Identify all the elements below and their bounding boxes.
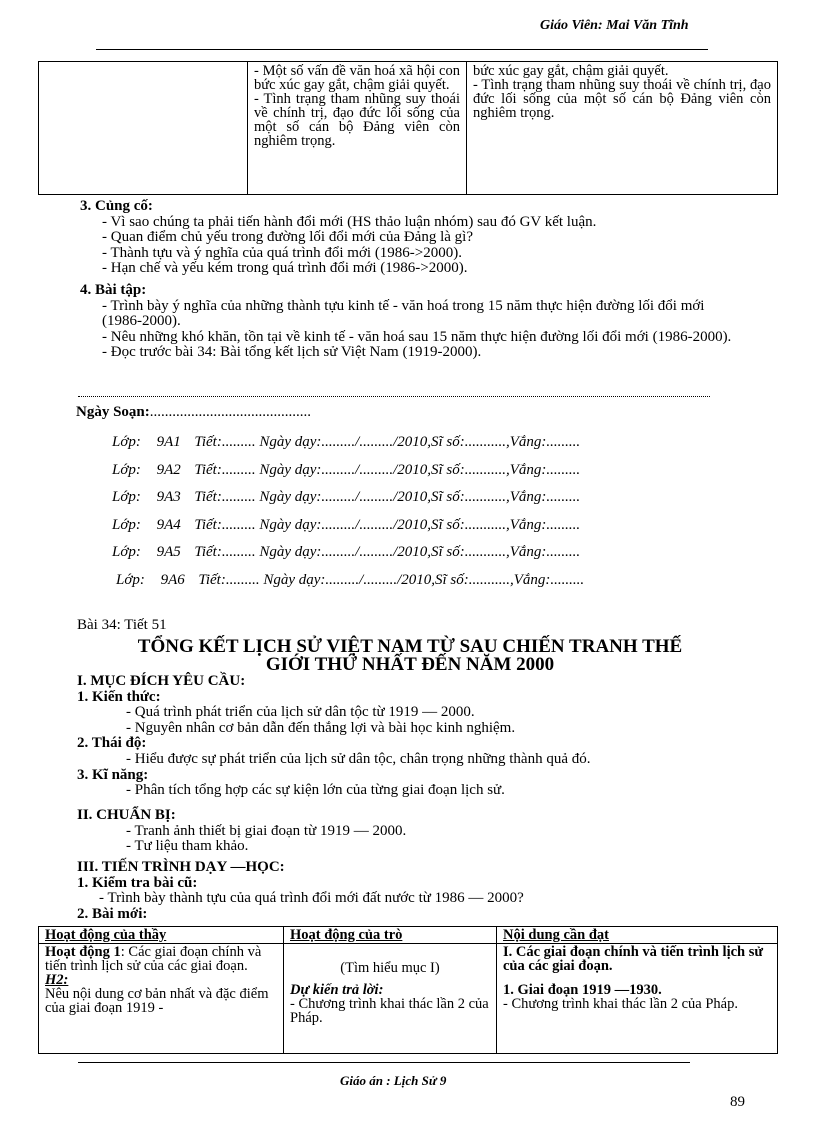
list-item: - Tranh ảnh thiết bị giai đoạn từ 1919 — 2000.: [126, 822, 407, 839]
tien-trinh-section: [77, 860, 757, 922]
column-header: Hoạt động của trò: [284, 927, 497, 944]
section-heading: III. TIẾN TRÌNH DẠY —HỌC:: [77, 859, 285, 875]
teacher-activity: Hoạt động 1: Các giai đoạn chính và tiến trình lịch sử của các giai đoạn.: [45, 944, 262, 974]
list-item: - Quá trình phát triển của lịch sử dân tộc từ 1919 — 2000.: [126, 704, 475, 721]
table-row: [39, 944, 778, 1054]
top-table-cell-empty: [39, 62, 248, 195]
class-row: Lớp: 9A1 Tiết:......... Ngày dạy:........./........./2010,Sĩ số:...........,Vắng:.........: [112, 434, 581, 450]
page-title-line2: GIỚI THỨ NHẤT ĐẾN NĂM 2000: [265, 654, 555, 675]
page-number: 89: [730, 1094, 745, 1110]
page-title: TỔNG KẾT LỊCH SỬ VIỆT NAM TỪ SAU CHIẾN TRANH THẾ: [137, 636, 683, 657]
header-rule: [96, 49, 708, 50]
subsection-heading: 2. Bài mới:: [77, 905, 148, 922]
list-item: - Hiểu được sự phát triển của lịch sử dân tộc, chân trọng những thành quả đó.: [126, 750, 591, 767]
list-item: - Tình trạng tham nhũng suy thoái về chính trị, đạo đức lối sống của một số cán bộ Đảng viên còn nghiêm trọng.: [254, 91, 460, 149]
class-row: Lớp: 9A3 Tiết:......... Ngày dạy:........./........./2010,Sĩ số:...........,Vắng:.........: [112, 489, 581, 505]
student-task: (Tìm hiểu mục I): [340, 960, 440, 976]
top-table-cell-3: [467, 62, 778, 195]
content-heading: I. Các giai đoạn chính và tiến trình lịch sử của các giai đoạn.: [503, 944, 764, 974]
content-text: - Chương trình khai thác lần 2 của Pháp.: [503, 996, 738, 1012]
lesson-table: [38, 926, 778, 1054]
list-item: - Nêu những khó khăn, tồn tại về kinh tế - văn hoá sau 15 năm thực hiện đường lối đổi mới (1986-2000).: [102, 328, 732, 345]
top-table: [38, 61, 778, 195]
top-table-cell-2: [248, 62, 467, 195]
student-expected-label: Dự kiến trả lời:: [290, 982, 384, 998]
h2-label: H2:: [45, 972, 69, 988]
list-item: - Tình trạng tham nhũng suy thoái về chính trị, đạo đức lối sống của một số cán bộ Đảng viên còn nghiêm trọng.: [473, 77, 771, 121]
section-heading: 3. Củng cố:: [80, 198, 153, 214]
list-item: - Đọc trước bài 34: Bài tổng kết lịch sử Việt Nam (1919-2000).: [102, 344, 482, 361]
list-item: - Thành tựu và ý nghĩa của quá trình đổi mới (1986->2000).: [102, 244, 463, 261]
list-item: - Trình bày thành tựu của quá trình đổi mới đất nước từ 1986 — 2000?: [99, 890, 524, 907]
content-subheading: 1. Giai đoạn 1919 —1930.: [503, 982, 662, 998]
subsection-heading: 2. Thái độ:: [77, 735, 147, 752]
list-item: - Quan điểm chủ yếu trong đường lối đổi mới của Đảng là gì?: [102, 229, 473, 246]
header-teacher: Giáo Viên: Mai Văn Tĩnh: [540, 18, 689, 33]
class-row: Lớp: 9A4 Tiết:......... Ngày dạy:........./........./2010,Sĩ số:...........,Vắng:.........: [112, 517, 581, 533]
chuan-bi-section: [77, 808, 757, 855]
list-item: - Tư liệu tham khảo.: [126, 838, 249, 855]
list-item: - Một số vấn đề văn hoá xã hội con bức xúc gay gắt, chậm giải quyết.: [254, 63, 460, 93]
subsection-heading: 1. Kiểm tra bài cũ:: [77, 874, 198, 891]
list-item: - Nguyên nhân cơ bản dẫn đến thắng lợi và bài học kinh nghiệm.: [126, 719, 516, 736]
subsection-heading: 1. Kiến thức:: [77, 688, 161, 705]
class-row: Lớp: 9A6 Tiết:......... Ngày dạy:........./........./2010,Sĩ số:...........,Vắng:.........: [116, 572, 585, 588]
class-row: Lớp: 9A2 Tiết:......... Ngày dạy:........./........./2010,Sĩ số:...........,Vắng:.........: [112, 462, 581, 478]
ngay-soan: [76, 405, 311, 421]
student-cell: [284, 944, 497, 1054]
list-item: - Phân tích tổng hợp các sự kiện lớn của từng giai đoạn lịch sử.: [126, 782, 505, 799]
class-row: Lớp: 9A5 Tiết:......... Ngày dạy:........./........./2010,Sĩ số:...........,Vắng:.........: [112, 544, 581, 560]
section-heading: I. MỤC ĐÍCH YÊU CẦU:: [77, 673, 246, 689]
teacher-question: Nêu nội dung cơ bản nhất và đặc điểm của giai đoạn 1919 -: [45, 986, 269, 1016]
cung-co-section: [80, 199, 740, 277]
table-row: [39, 62, 778, 195]
list-item: bức xúc gay gắt, chậm giải quyết.: [473, 63, 669, 79]
list-item: - Hạn chế và yếu kém trong quá trình đổi mới (1986->2000).: [102, 260, 468, 277]
footer-text: Giáo án : Lịch Sử 9: [340, 1073, 447, 1088]
student-answer: - Chương trình khai thác lần 2 của Pháp.: [290, 996, 489, 1026]
column-header: Hoạt động của thầy: [39, 927, 284, 944]
table-header-row: [39, 927, 778, 944]
footer-rule: [78, 1062, 690, 1063]
ngay-soan-label: Ngày Soạn:: [76, 404, 150, 420]
muc-dich-section: [77, 674, 757, 799]
subsection-heading: 3. Kĩ năng:: [77, 766, 149, 783]
dotted-divider: [78, 396, 710, 397]
section-heading: 4. Bài tập:: [80, 282, 147, 298]
bai-tap-section: [80, 283, 740, 361]
list-item: - Vì sao chúng ta phải tiến hành đổi mới (HS thảo luận nhóm) sau đó GV kết luận.: [102, 213, 597, 230]
column-header: Nội dung cần đạt: [497, 927, 778, 944]
teacher-cell: [39, 944, 284, 1054]
list-item: - Trình bày ý nghĩa của những thành tựu kinh tế - văn hoá trong 15 năm thực hiện đường lối đổi mới (1986-2000).: [102, 297, 705, 330]
section-heading: II. CHUẨN BỊ:: [77, 807, 176, 823]
content-cell: [497, 944, 778, 1054]
lesson-label: Bài 34: Tiết 51: [77, 617, 167, 633]
ngay-soan-dots: ...........................................: [149, 404, 312, 420]
